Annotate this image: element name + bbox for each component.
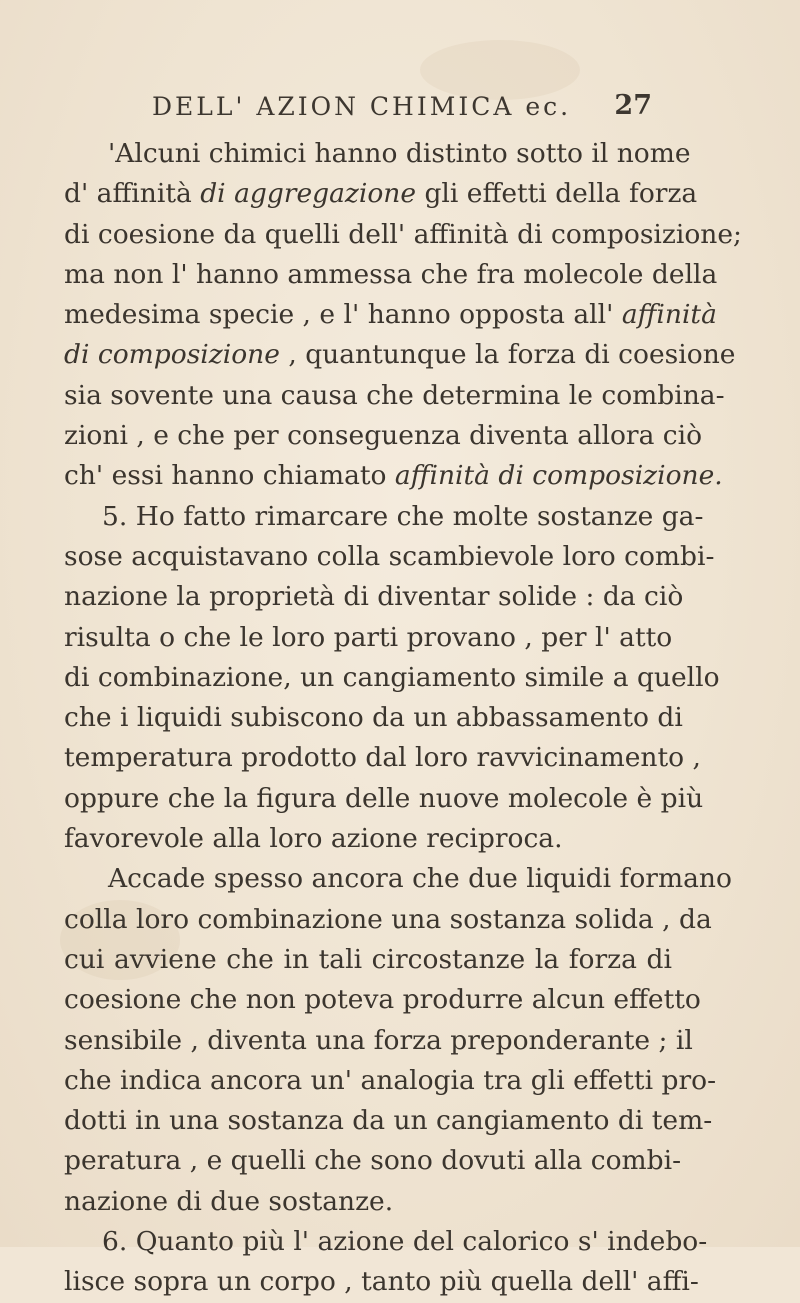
text-line: che indica ancora un' analogia tra gli effetti pro-	[64, 1064, 717, 1096]
text-line: 6. Quanto più l' azione del calorico s' indebo-	[102, 1226, 708, 1258]
text-line: risulta o che le loro parti provano , per l' atto	[64, 621, 673, 653]
text-line: di coesione da quelli dell' affinità di composizione;	[64, 218, 742, 250]
paper-stain	[420, 40, 580, 100]
text-line: medesima specie , e l' hanno opposta all' affinità	[64, 299, 717, 331]
text-line: coesione che non poteva produrre alcun effetto	[64, 984, 701, 1016]
body-text	[64, 134, 742, 1303]
text-line: lisce sopra un corpo , tanto più quella dell' affi-	[64, 1266, 699, 1298]
text-line: d' affinità di aggregazione gli effetti della forza	[64, 178, 698, 210]
text-line: Accade spesso ancora che due liquidi formano	[108, 863, 732, 895]
text-line: colla loro combinazione una sostanza solida , da	[64, 903, 712, 935]
text-line: che i liquidi subiscono da un abbassamento di	[64, 702, 683, 734]
text-line: ma non l' hanno ammessa che fra molecole della	[64, 258, 718, 290]
text-line: favorevole alla loro azione reciproca.	[64, 823, 563, 855]
text-line: 5. Ho fatto rimarcare che molte sostanze ga-	[102, 500, 704, 532]
text-line: oppure che la figura delle nuove molecole è più	[64, 782, 704, 814]
text-line: cui avviene che in tali circostanze la forza di	[64, 943, 672, 975]
running-head-title: DELL' AZION CHIMICA ec.	[152, 92, 572, 121]
text-line: sia sovente una causa che determina le combina-	[64, 379, 725, 411]
text-line: dotti in una sostanza da un cangiamento di tem-	[64, 1105, 713, 1137]
text-line: temperatura prodotto dal loro ravvicinamento ,	[64, 742, 701, 774]
text-line: zioni , e che per conseguenza diventa allora ciò	[64, 420, 703, 452]
text-line: di combinazione, un cangiamento simile a quello	[64, 661, 720, 693]
text-line: ch' essi hanno chiamato affinità di composizione.	[64, 460, 723, 492]
text-line: 'Alcuni chimici hanno distinto sotto il nome	[108, 138, 691, 169]
text-line: peratura , e quelli che sono dovuti alla combi-	[64, 1145, 682, 1177]
text-line: nazione di due sostanze.	[64, 1185, 394, 1217]
text-line: sose acquistavano colla scambievole loro combi-	[64, 540, 715, 572]
text-line: sensibile , diventa una forza preponderante ; il	[64, 1024, 693, 1056]
page-number: 27	[614, 90, 652, 121]
text-line: nazione la proprietà di diventar solide : da ciò	[64, 581, 684, 613]
running-head	[152, 92, 652, 132]
text-line: di composizione , quantunque la forza di coesione	[64, 339, 736, 371]
